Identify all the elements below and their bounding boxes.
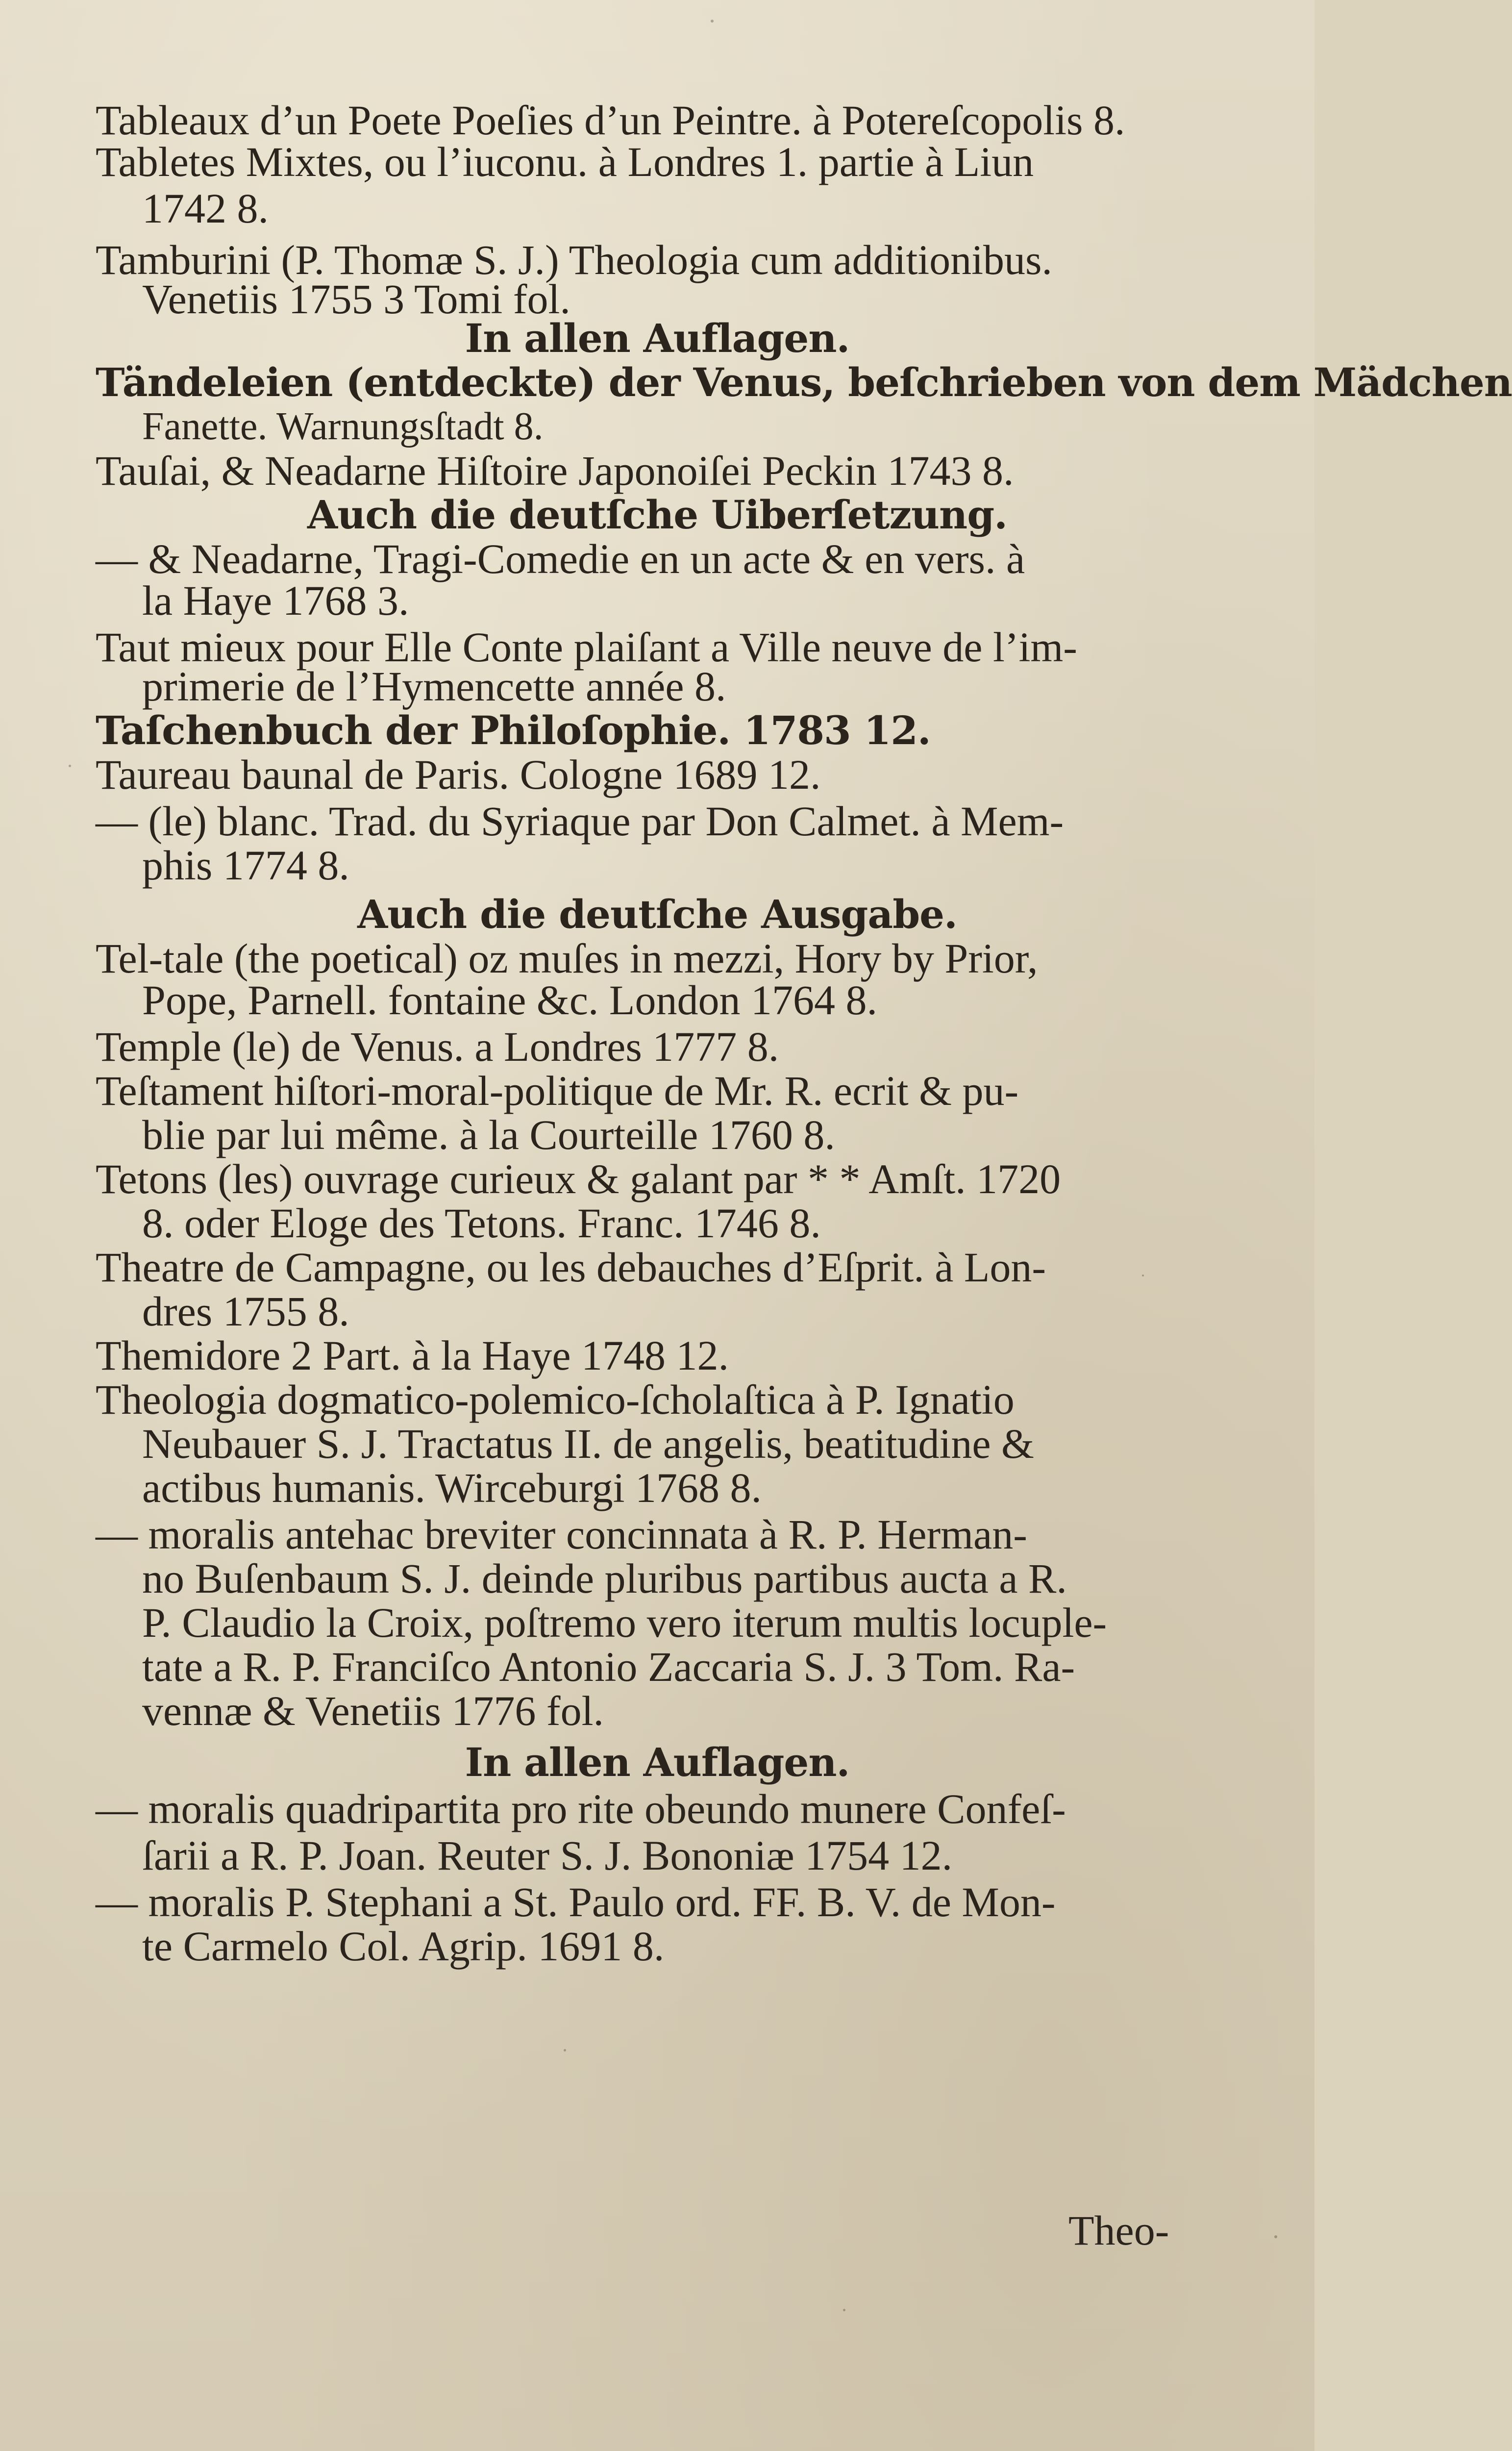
entry-line: — & Neadarne, Tragi-Comedie en un acte & en vers. à <box>96 535 1025 582</box>
entry-line: Pope, Parnell. fontaine &c. London 1764 8. <box>142 976 877 1024</box>
entry-line: Temple (le) de Venus. a Londres 1777 8. <box>96 1023 779 1070</box>
entry-line: la Haye 1768 3. <box>142 577 409 624</box>
entry-line: Venetiis 1755 3 Tomi fol. <box>142 275 570 323</box>
paper-speck <box>1274 2235 1277 2238</box>
entry-line: no Buſenbaum S. J. deinde pluribus partibus aucta a R. <box>142 1555 1067 1602</box>
entry-line: Tetons (les) ouvrage curieux & galant par * * Amſt. 1720 <box>96 1155 1061 1202</box>
entry-line: Theologia dogmatico-polemico-ſcholaſtica à P. Ignatio <box>96 1376 1015 1423</box>
entry-line: Tauſai, & Neadarne Hiſtoire Japonoiſei Peckin 1743 8. <box>96 447 1014 494</box>
paper-speck <box>843 2309 845 2311</box>
entry-line: Taſchenbuch der Philoſophie. 1783 12. <box>96 707 931 753</box>
section-heading: Auch die deutſche Ausgabe. <box>357 891 957 937</box>
entry-line: Tamburini (P. Thomæ S. J.) Theologia cum additionibus. <box>96 236 1053 283</box>
section-heading: Auch die deutſche Uiberſetzung. <box>307 492 1007 538</box>
entry-line: primerie de l’Hymencette année 8. <box>142 663 726 710</box>
entry-line: vennæ & Venetiis 1776 fol. <box>142 1687 604 1734</box>
entry-line: Taureau baunal de Paris. Cologne 1689 12. <box>96 751 821 798</box>
entry-line: Neubauer S. J. Tractatus II. de angelis, beatitudine & <box>142 1420 1034 1467</box>
entry-line: Tändeleien (entdeckte) der Venus, beſchrieben von dem Mädchen <box>96 359 1512 405</box>
entry-line: actibus humanis. Wirceburgi 1768 8. <box>142 1464 762 1511</box>
entry-line: Tel-tale (the poetical) oz muſes in mezzi, Hory by Prior, <box>96 935 1038 982</box>
entry-line: 8. oder Eloge des Tetons. Franc. 1746 8. <box>142 1200 821 1247</box>
entry-line: — moralis quadripartita pro rite obeundo munere Confeſ- <box>96 1785 1066 1832</box>
entry-line: blie par lui même. à la Courteille 1760 8. <box>142 1111 835 1158</box>
entry-line: Theatre de Campagne, ou les debauches d’Eſprit. à Lon- <box>96 1244 1046 1291</box>
entry-line: ſarii a R. P. Joan. Reuter S. J. Bononiæ 1754 12. <box>142 1832 953 1879</box>
entry-line: — moralis P. Stephani a St. Paulo ord. FF. B. V. de Mon- <box>96 1878 1056 1926</box>
entry-line: dres 1755 8. <box>142 1288 349 1335</box>
entry-line: — moralis antehac breviter concinnata à R. P. Herman- <box>96 1511 1027 1558</box>
entry-line: Tabletes Mixtes, ou l’iuconu. à Londres 1. partie à Liun <box>96 138 1034 185</box>
entry-line: te Carmelo Col. Agrip. 1691 8. <box>142 1923 665 1970</box>
entry-line: Tableaux d’un Poete Poeſies d’un Peintre. à Potereſcopolis 8. <box>96 97 1125 144</box>
paper-speck <box>69 765 71 767</box>
paper-speck <box>1142 1275 1144 1276</box>
paper-speck <box>711 20 714 23</box>
entry-line: 1742 8. <box>142 185 269 232</box>
entry-line: Fanette. Warnungsſtadt 8. <box>142 405 544 448</box>
entry-line: — (le) blanc. Trad. du Syriaque par Don Calmet. à Mem- <box>96 798 1064 845</box>
entry-line: P. Claudio la Croix, poſtremo vero iterum multis locuple- <box>142 1599 1107 1646</box>
section-heading: In allen Auflagen. <box>465 315 850 361</box>
section-heading: In allen Auflagen. <box>465 1739 850 1785</box>
entry-line: Taut mieux pour Elle Conte plaiſant a Ville neuve de l’im- <box>96 624 1077 671</box>
entry-line: Themidore 2 Part. à la Haye 1748 12. <box>96 1332 729 1379</box>
catchword: Theo- <box>1068 2207 1169 2254</box>
entry-line: Teſtament hiſtori-moral-politique de Mr. R. ecrit & pu- <box>96 1067 1019 1114</box>
paper-speck <box>564 2049 566 2051</box>
entry-line: phis 1774 8. <box>142 842 349 889</box>
entry-line: tate a R. P. Franciſco Antonio Zaccaria S. J. 3 Tom. Ra- <box>142 1643 1075 1690</box>
